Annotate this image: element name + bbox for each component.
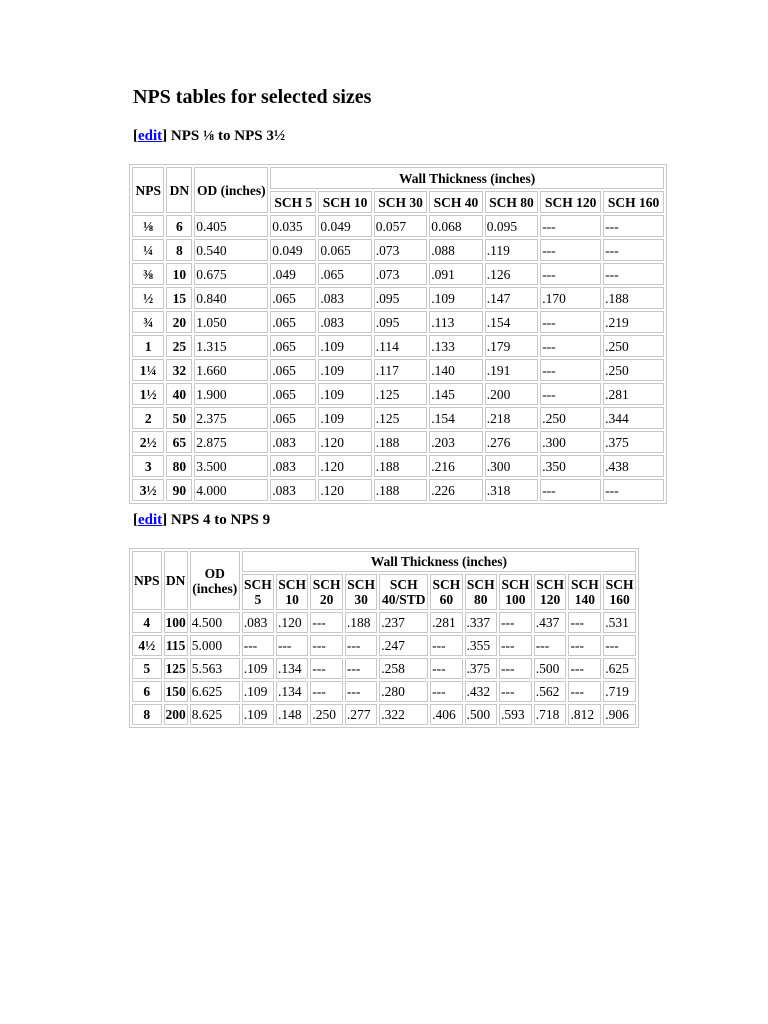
cell-wall-thickness: ---: [430, 681, 462, 702]
cell-wall-thickness: .154: [429, 407, 482, 429]
cell-wall-thickness: .719: [603, 681, 636, 702]
cell-wall-thickness: .120: [318, 479, 371, 501]
cell-wall-thickness: .188: [374, 479, 427, 501]
cell-dn: 50: [166, 407, 192, 429]
cell-wall-thickness: ---: [540, 383, 601, 405]
cell-nps: 3: [132, 455, 164, 477]
cell-wall-thickness: .277: [345, 704, 377, 725]
cell-wall-thickness: .218: [485, 407, 538, 429]
cell-wall-thickness: .625: [603, 658, 636, 679]
cell-wall-thickness: ---: [540, 263, 601, 285]
column-header-nps: NPS: [132, 551, 162, 610]
cell-wall-thickness: ---: [430, 635, 462, 656]
cell-wall-thickness: ---: [603, 263, 664, 285]
cell-wall-thickness: ---: [568, 612, 601, 633]
cell-dn: 15: [166, 287, 192, 309]
cell-wall-thickness: .258: [379, 658, 428, 679]
table-row: [132, 704, 636, 725]
column-header-schedule: SCH 10: [318, 191, 371, 213]
cell-wall-thickness: .812: [568, 704, 601, 725]
cell-wall-thickness: .375: [465, 658, 497, 679]
cell-wall-thickness: ---: [540, 359, 601, 381]
cell-od: 0.540: [194, 239, 268, 261]
cell-wall-thickness: ---: [540, 311, 601, 333]
section-title: NPS ⅛ to NPS 3½: [167, 128, 286, 144]
header-row: [132, 167, 664, 189]
cell-wall-thickness: .593: [499, 704, 532, 725]
cell-wall-thickness: ---: [276, 635, 308, 656]
cell-dn: 25: [166, 335, 192, 357]
cell-wall-thickness: .437: [534, 612, 567, 633]
cell-wall-thickness: .083: [270, 431, 316, 453]
cell-wall-thickness: ---: [603, 215, 664, 237]
column-header-schedule: SCH 30: [374, 191, 427, 213]
cell-wall-thickness: ---: [310, 658, 342, 679]
cell-nps: 2½: [132, 431, 164, 453]
edit-bracket-open: [: [133, 128, 138, 144]
cell-nps: 4½: [132, 635, 162, 656]
column-header-od: OD (inches): [190, 551, 240, 610]
cell-wall-thickness: .247: [379, 635, 428, 656]
cell-dn: 90: [166, 479, 192, 501]
cell-wall-thickness: .073: [374, 239, 427, 261]
cell-wall-thickness: .083: [242, 612, 274, 633]
cell-wall-thickness: ---: [540, 335, 601, 357]
cell-wall-thickness: ---: [430, 658, 462, 679]
cell-wall-thickness: .281: [430, 612, 462, 633]
cell-wall-thickness: .250: [603, 335, 664, 357]
cell-od: 6.625: [190, 681, 240, 702]
section-heading-nps-small: [133, 128, 285, 145]
cell-wall-thickness: .200: [485, 383, 538, 405]
cell-dn: 115: [164, 635, 188, 656]
cell-wall-thickness: .718: [534, 704, 567, 725]
cell-wall-thickness: ---: [310, 612, 342, 633]
cell-wall-thickness: .091: [429, 263, 482, 285]
edit-bracket-close: ]: [162, 128, 168, 144]
cell-nps: 5: [132, 658, 162, 679]
cell-nps: 1½: [132, 383, 164, 405]
cell-od: 0.840: [194, 287, 268, 309]
cell-wall-thickness: .300: [485, 455, 538, 477]
cell-wall-thickness: .216: [429, 455, 482, 477]
cell-wall-thickness: .083: [270, 455, 316, 477]
cell-wall-thickness: .065: [270, 335, 316, 357]
column-header-schedule: SCH 140: [568, 574, 601, 610]
cell-wall-thickness: ---: [603, 479, 664, 501]
cell-wall-thickness: ---: [534, 635, 567, 656]
column-header-schedule: SCH 160: [603, 191, 664, 213]
column-header-schedule: SCH 100: [499, 574, 532, 610]
cell-wall-thickness: ---: [310, 681, 342, 702]
cell-wall-thickness: .083: [318, 311, 371, 333]
cell-wall-thickness: .276: [485, 431, 538, 453]
section-heading-nps-large: [133, 512, 270, 529]
cell-wall-thickness: .065: [270, 407, 316, 429]
table-row: [132, 455, 664, 477]
page-title: NPS tables for selected sizes: [133, 86, 372, 108]
cell-dn: 10: [166, 263, 192, 285]
cell-wall-thickness: .109: [318, 335, 371, 357]
cell-wall-thickness: .148: [276, 704, 308, 725]
cell-od: 4.000: [194, 479, 268, 501]
table-row: [132, 612, 636, 633]
cell-od: 2.375: [194, 407, 268, 429]
cell-nps: ½: [132, 287, 164, 309]
column-header-schedule: SCH 40/STD: [379, 574, 428, 610]
cell-wall-thickness: .562: [534, 681, 567, 702]
edit-link[interactable]: edit: [138, 512, 163, 528]
cell-nps: ¾: [132, 311, 164, 333]
cell-wall-thickness: .250: [310, 704, 342, 725]
cell-wall-thickness: .126: [485, 263, 538, 285]
cell-dn: 125: [164, 658, 188, 679]
cell-wall-thickness: ---: [345, 635, 377, 656]
cell-nps: 1¼: [132, 359, 164, 381]
cell-dn: 100: [164, 612, 188, 633]
cell-wall-thickness: .188: [374, 431, 427, 453]
table-row: [132, 431, 664, 453]
cell-wall-thickness: .188: [603, 287, 664, 309]
cell-wall-thickness: .049: [270, 263, 316, 285]
table-body: [132, 215, 664, 501]
table-row: [132, 311, 664, 333]
cell-od: 0.675: [194, 263, 268, 285]
column-header-dn: DN: [166, 167, 192, 213]
cell-od: 8.625: [190, 704, 240, 725]
edit-bracket-close: ]: [162, 512, 168, 528]
nps-table-small-sizes: [129, 164, 667, 504]
column-header-od: OD (inches): [194, 167, 268, 213]
cell-wall-thickness: .237: [379, 612, 428, 633]
cell-wall-thickness: .125: [374, 383, 427, 405]
cell-wall-thickness: .140: [429, 359, 482, 381]
cell-wall-thickness: .318: [485, 479, 538, 501]
cell-wall-thickness: .344: [603, 407, 664, 429]
cell-nps: 8: [132, 704, 162, 725]
cell-wall-thickness: .109: [318, 383, 371, 405]
cell-nps: 3½: [132, 479, 164, 501]
cell-wall-thickness: .500: [534, 658, 567, 679]
cell-wall-thickness: .350: [540, 455, 601, 477]
cell-nps: ⅛: [132, 215, 164, 237]
column-header-schedule: SCH 120: [540, 191, 601, 213]
cell-wall-thickness: .065: [318, 263, 371, 285]
nps-table-large-sizes: [129, 548, 639, 728]
cell-wall-thickness: .188: [374, 455, 427, 477]
cell-wall-thickness: .531: [603, 612, 636, 633]
cell-wall-thickness: .083: [318, 287, 371, 309]
table-row: [132, 635, 636, 656]
cell-wall-thickness: ---: [499, 681, 532, 702]
cell-wall-thickness: .109: [242, 704, 274, 725]
table-row: [132, 407, 664, 429]
cell-wall-thickness: .083: [270, 479, 316, 501]
cell-wall-thickness: .147: [485, 287, 538, 309]
cell-wall-thickness: ---: [568, 681, 601, 702]
cell-wall-thickness: ---: [345, 681, 377, 702]
column-header-wall-thickness: Wall Thickness (inches): [270, 167, 664, 189]
cell-wall-thickness: .337: [465, 612, 497, 633]
cell-wall-thickness: .179: [485, 335, 538, 357]
table-row: [132, 383, 664, 405]
header-row: [132, 551, 636, 572]
cell-wall-thickness: .133: [429, 335, 482, 357]
table-row: [132, 287, 664, 309]
cell-wall-thickness: .219: [603, 311, 664, 333]
cell-wall-thickness: .322: [379, 704, 428, 725]
table-row: [132, 239, 664, 261]
cell-od: 4.500: [190, 612, 240, 633]
column-header-schedule: SCH 40: [429, 191, 482, 213]
cell-wall-thickness: .300: [540, 431, 601, 453]
cell-nps: ⅜: [132, 263, 164, 285]
cell-dn: 200: [164, 704, 188, 725]
cell-wall-thickness: .125: [374, 407, 427, 429]
cell-wall-thickness: .432: [465, 681, 497, 702]
table-row: [132, 479, 664, 501]
cell-od: 3.500: [194, 455, 268, 477]
cell-wall-thickness: .906: [603, 704, 636, 725]
cell-od: 1.900: [194, 383, 268, 405]
cell-wall-thickness: ---: [345, 658, 377, 679]
cell-wall-thickness: .500: [465, 704, 497, 725]
cell-wall-thickness: .119: [485, 239, 538, 261]
cell-wall-thickness: .250: [540, 407, 601, 429]
cell-wall-thickness: .109: [318, 407, 371, 429]
cell-wall-thickness: .203: [429, 431, 482, 453]
cell-dn: 40: [166, 383, 192, 405]
table-row: [132, 263, 664, 285]
column-header-schedule: SCH 10: [276, 574, 308, 610]
cell-wall-thickness: .065: [270, 311, 316, 333]
cell-wall-thickness: .250: [603, 359, 664, 381]
cell-wall-thickness: ---: [603, 239, 664, 261]
cell-od: 5.000: [190, 635, 240, 656]
cell-wall-thickness: 0.057: [374, 215, 427, 237]
cell-od: 1.660: [194, 359, 268, 381]
column-header-schedule: SCH 80: [485, 191, 538, 213]
cell-wall-thickness: .065: [270, 359, 316, 381]
column-header-schedule: SCH 120: [534, 574, 567, 610]
cell-dn: 20: [166, 311, 192, 333]
cell-wall-thickness: .355: [465, 635, 497, 656]
cell-od: 2.875: [194, 431, 268, 453]
cell-wall-thickness: .154: [485, 311, 538, 333]
cell-dn: 8: [166, 239, 192, 261]
cell-wall-thickness: 0.049: [270, 239, 316, 261]
table-row: [132, 658, 636, 679]
cell-wall-thickness: .170: [540, 287, 601, 309]
cell-od: 5.563: [190, 658, 240, 679]
cell-wall-thickness: .120: [318, 431, 371, 453]
cell-wall-thickness: .120: [276, 612, 308, 633]
table-row: [132, 215, 664, 237]
cell-wall-thickness: ---: [310, 635, 342, 656]
column-header-schedule: SCH 20: [310, 574, 342, 610]
cell-wall-thickness: .109: [429, 287, 482, 309]
cell-wall-thickness: ---: [540, 215, 601, 237]
cell-wall-thickness: .226: [429, 479, 482, 501]
section-title: NPS 4 to NPS 9: [167, 512, 271, 528]
cell-wall-thickness: .406: [430, 704, 462, 725]
column-header-schedule: SCH 5: [270, 191, 316, 213]
cell-wall-thickness: .438: [603, 455, 664, 477]
cell-od: 1.315: [194, 335, 268, 357]
cell-wall-thickness: .073: [374, 263, 427, 285]
edit-link[interactable]: edit: [138, 128, 163, 144]
cell-wall-thickness: .117: [374, 359, 427, 381]
cell-wall-thickness: .191: [485, 359, 538, 381]
cell-dn: 32: [166, 359, 192, 381]
cell-wall-thickness: ---: [499, 612, 532, 633]
column-header-wall-thickness: Wall Thickness (inches): [242, 551, 636, 572]
cell-wall-thickness: .120: [318, 455, 371, 477]
cell-od: 0.405: [194, 215, 268, 237]
cell-dn: 6: [166, 215, 192, 237]
cell-wall-thickness: .088: [429, 239, 482, 261]
cell-wall-thickness: ---: [540, 479, 601, 501]
table-row: [132, 335, 664, 357]
cell-dn: 150: [164, 681, 188, 702]
cell-wall-thickness: .114: [374, 335, 427, 357]
edit-bracket-open: [: [133, 512, 138, 528]
cell-wall-thickness: .109: [242, 658, 274, 679]
column-header-schedule: SCH 160: [603, 574, 636, 610]
cell-nps: 1: [132, 335, 164, 357]
column-header-schedule: SCH 5: [242, 574, 274, 610]
cell-wall-thickness: .375: [603, 431, 664, 453]
cell-wall-thickness: .188: [345, 612, 377, 633]
cell-wall-thickness: .095: [374, 311, 427, 333]
cell-wall-thickness: .280: [379, 681, 428, 702]
column-header-nps: NPS: [132, 167, 164, 213]
cell-wall-thickness: 0.065: [318, 239, 371, 261]
cell-dn: 80: [166, 455, 192, 477]
table-row: [132, 681, 636, 702]
cell-dn: 65: [166, 431, 192, 453]
cell-nps: ¼: [132, 239, 164, 261]
cell-wall-thickness: ---: [603, 635, 636, 656]
cell-wall-thickness: .281: [603, 383, 664, 405]
column-header-schedule: SCH 80: [465, 574, 497, 610]
cell-wall-thickness: ---: [242, 635, 274, 656]
column-header-schedule: SCH 60: [430, 574, 462, 610]
cell-wall-thickness: ---: [568, 658, 601, 679]
cell-wall-thickness: .065: [270, 383, 316, 405]
cell-wall-thickness: .109: [242, 681, 274, 702]
cell-nps: 4: [132, 612, 162, 633]
cell-od: 1.050: [194, 311, 268, 333]
cell-wall-thickness: .095: [374, 287, 427, 309]
cell-wall-thickness: .134: [276, 658, 308, 679]
cell-wall-thickness: ---: [499, 635, 532, 656]
cell-wall-thickness: ---: [568, 635, 601, 656]
cell-wall-thickness: .109: [318, 359, 371, 381]
table-row: [132, 359, 664, 381]
cell-wall-thickness: 0.049: [318, 215, 371, 237]
cell-wall-thickness: .145: [429, 383, 482, 405]
cell-wall-thickness: .065: [270, 287, 316, 309]
cell-wall-thickness: 0.095: [485, 215, 538, 237]
cell-wall-thickness: 0.068: [429, 215, 482, 237]
column-header-schedule: SCH 30: [345, 574, 377, 610]
cell-wall-thickness: ---: [540, 239, 601, 261]
column-header-dn: DN: [164, 551, 188, 610]
table-body: [132, 612, 636, 725]
cell-wall-thickness: 0.035: [270, 215, 316, 237]
cell-nps: 6: [132, 681, 162, 702]
cell-wall-thickness: .113: [429, 311, 482, 333]
cell-wall-thickness: .134: [276, 681, 308, 702]
cell-nps: 2: [132, 407, 164, 429]
cell-wall-thickness: ---: [499, 658, 532, 679]
